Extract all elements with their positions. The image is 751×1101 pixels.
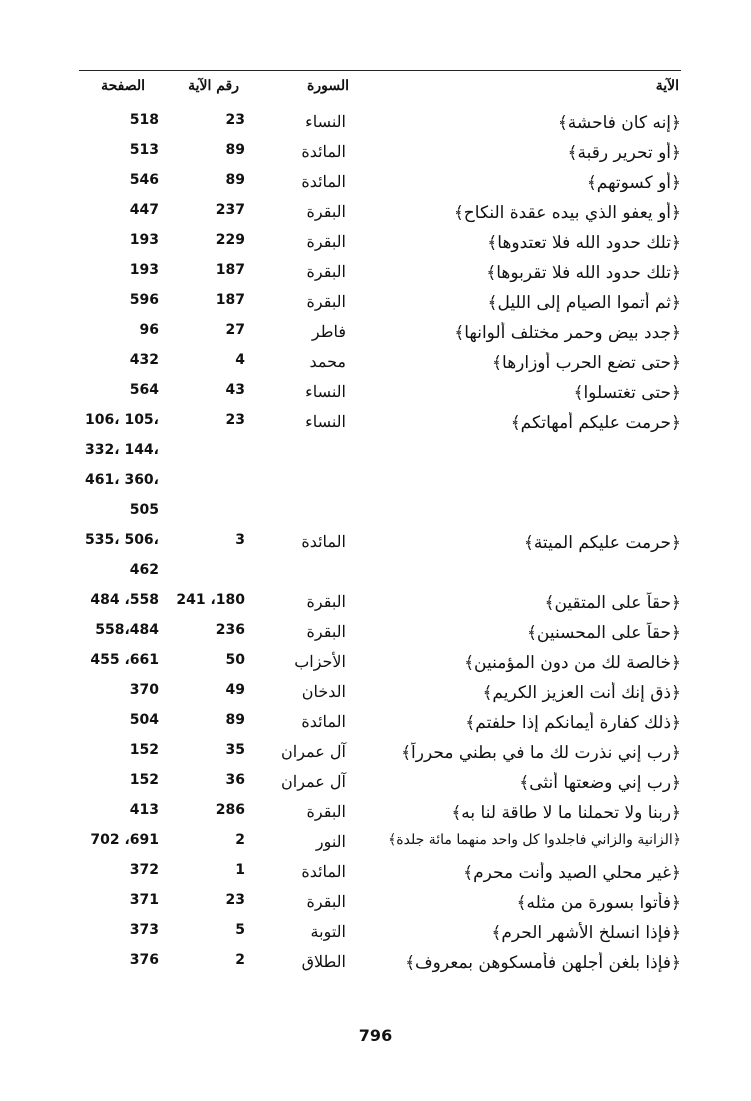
page-cell: 372 — [129, 862, 159, 878]
ayah-number-cell: 3 — [235, 532, 245, 548]
ayah-cell: ﴿حرمت عليكم أمهاتكم﴾ — [510, 413, 681, 433]
surah-cell: النور — [315, 832, 346, 851]
table-row — [79, 290, 681, 320]
surah-cell: البقرة — [306, 592, 346, 611]
surah-cell: البقرة — [306, 202, 346, 221]
page-cell: 596 — [129, 292, 159, 308]
table-row — [79, 920, 681, 950]
ayah-number-cell: 187 — [215, 262, 245, 278]
table-row — [79, 170, 681, 200]
table-row — [79, 230, 681, 260]
page-cell: 564 — [129, 382, 159, 398]
table-row — [79, 620, 681, 650]
table-row — [79, 650, 681, 680]
table-row — [79, 590, 681, 620]
surah-cell: الطلاق — [301, 952, 346, 971]
table-row — [79, 110, 681, 140]
surah-cell: النساء — [305, 412, 346, 431]
surah-cell: النساء — [305, 112, 346, 131]
page-cell: 193 — [129, 262, 159, 278]
table-row — [79, 770, 681, 800]
page-cell: 461، 360، — [85, 472, 159, 488]
table-row — [79, 380, 681, 410]
page-cell: 376 — [129, 952, 159, 968]
surah-cell: البقرة — [306, 802, 346, 821]
ayah-number-cell: 89 — [225, 712, 245, 728]
page-cell: 193 — [129, 232, 159, 248]
page-cell: 702 ،691 — [90, 832, 159, 848]
surah-cell: المائدة — [301, 712, 346, 731]
table-row — [79, 500, 681, 530]
ayah-cell: ﴿تلك حدود الله فلا تعتدوها﴾ — [487, 233, 681, 253]
ayah-number-cell: 286 — [215, 802, 245, 818]
header-page: الصفحة — [101, 78, 145, 94]
ayah-number-cell: 4 — [235, 352, 245, 368]
surah-cell: البقرة — [306, 892, 346, 911]
ayah-number-cell: 89 — [225, 142, 245, 158]
table-row — [79, 470, 681, 500]
table-row — [79, 560, 681, 590]
ayah-number-cell: 23 — [225, 412, 245, 428]
ayah-number-cell: 43 — [225, 382, 245, 398]
ayah-number-cell: 49 — [225, 682, 245, 698]
index-table — [79, 110, 681, 980]
ayah-number-cell: 236 — [215, 622, 245, 638]
header-surah: السورة — [307, 78, 349, 94]
table-row — [79, 200, 681, 230]
page-cell: 505 — [129, 502, 159, 518]
table-row — [79, 800, 681, 830]
ayah-number-cell: 187 — [215, 292, 245, 308]
ayah-cell: ﴿ربنا ولا تحملنا ما لا طاقة لنا به﴾ — [451, 803, 681, 823]
ayah-number-cell: 27 — [225, 322, 245, 338]
ayah-number-cell: 241 ،180 — [176, 592, 245, 608]
page-cell: 332، 144، — [85, 442, 159, 458]
header-ayah-number: رقم الآية — [188, 78, 239, 94]
ayah-number-cell: 2 — [235, 952, 245, 968]
page-cell: 558،484 — [95, 622, 159, 638]
ayah-cell: ﴿إنه كان فاحشة﴾ — [557, 113, 681, 133]
table-row — [79, 440, 681, 470]
ayah-cell: ﴿أو كسوتهم﴾ — [586, 173, 681, 193]
table-row — [79, 740, 681, 770]
page-cell: 513 — [129, 142, 159, 158]
ayah-cell: ﴿رب إني وضعتها أنثى﴾ — [519, 773, 681, 793]
surah-cell: محمد — [309, 352, 346, 371]
table-row — [79, 890, 681, 920]
surah-cell: الأحزاب — [294, 652, 346, 671]
table-row — [79, 860, 681, 890]
page-cell: 432 — [129, 352, 159, 368]
surah-cell: الدخان — [301, 682, 346, 701]
surah-cell: النساء — [305, 382, 346, 401]
surah-cell: البقرة — [306, 622, 346, 641]
page-cell: 96 — [139, 322, 159, 338]
page-cell: 535، 506، — [85, 532, 159, 548]
page-cell: 546 — [129, 172, 159, 188]
page-cell: 447 — [129, 202, 159, 218]
page-cell: 152 — [129, 742, 159, 758]
ayah-number-cell: 1 — [235, 862, 245, 878]
ayah-cell: ﴿رب إني نذرت لك ما في بطني محرراً﴾ — [401, 743, 681, 763]
ayah-cell: ﴿فإذا انسلخ الأشهر الحرم﴾ — [491, 923, 681, 943]
page-cell: 106، 105، — [85, 412, 159, 428]
surah-cell: آل عمران — [281, 772, 346, 791]
ayah-cell: ﴿حتى تضع الحرب أوزارها﴾ — [492, 353, 681, 373]
page-number: 796 — [358, 1026, 393, 1045]
ayah-cell: ﴿حقاً على المتقين﴾ — [544, 593, 681, 613]
page-cell: 462 — [129, 562, 159, 578]
table-row — [79, 260, 681, 290]
page-cell: 152 — [129, 772, 159, 788]
page-cell: 484 ،558 — [90, 592, 159, 608]
table-row — [79, 680, 681, 710]
header-ayah: الآية — [655, 78, 679, 94]
surah-cell: البقرة — [306, 232, 346, 251]
ayah-number-cell: 5 — [235, 922, 245, 938]
table-row — [79, 710, 681, 740]
ayah-number-cell: 237 — [215, 202, 245, 218]
table-row — [79, 950, 681, 980]
page-cell: 371 — [129, 892, 159, 908]
table-row — [79, 410, 681, 440]
page-cell: 373 — [129, 922, 159, 938]
surah-cell: المائدة — [301, 172, 346, 191]
table-row — [79, 140, 681, 170]
ayah-number-cell: 50 — [225, 652, 245, 668]
ayah-cell: ﴿فإذا بلغن أجلهن فأمسكوهن بمعروف﴾ — [405, 953, 681, 973]
ayah-cell: ﴿تلك حدود الله فلا تقربوها﴾ — [486, 263, 681, 283]
page-cell: 370 — [129, 682, 159, 698]
ayah-cell: ﴿ذلك كفارة أيمانكم إذا حلفتم﴾ — [465, 713, 681, 733]
surah-cell: المائدة — [301, 532, 346, 551]
ayah-cell: ﴿خالصة لك من دون المؤمنين﴾ — [464, 653, 681, 673]
ayah-cell: ﴿أو يعفو الذي بيده عقدة النكاح﴾ — [453, 203, 681, 223]
table-row — [79, 530, 681, 560]
surah-cell: المائدة — [301, 862, 346, 881]
page-cell: 455 ،661 — [90, 652, 159, 668]
ayah-number-cell: 89 — [225, 172, 245, 188]
header-rule — [79, 70, 681, 71]
ayah-number-cell: 229 — [215, 232, 245, 248]
page-cell: 504 — [129, 712, 159, 728]
ayah-cell: ﴿حتى تغتسلوا﴾ — [573, 383, 681, 403]
surah-cell: فاطر — [311, 322, 346, 341]
ayah-cell: ﴿ذق إنك أنت العزيز الكريم﴾ — [482, 683, 681, 703]
ayah-number-cell: 36 — [225, 772, 245, 788]
surah-cell: البقرة — [306, 262, 346, 281]
table-header — [79, 74, 681, 102]
ayah-number-cell: 23 — [225, 112, 245, 128]
surah-cell: المائدة — [301, 142, 346, 161]
ayah-number-cell: 2 — [235, 832, 245, 848]
table-row — [79, 830, 681, 860]
ayah-number-cell: 35 — [225, 742, 245, 758]
ayah-cell: ﴿غير محلي الصيد وأنت محرم﴾ — [463, 863, 681, 883]
table-row — [79, 350, 681, 380]
ayah-cell: ﴿فأتوا بسورة من مثله﴾ — [516, 893, 681, 913]
ayah-cell: ﴿حقاً على المحسنين﴾ — [526, 623, 681, 643]
page-cell: 518 — [129, 112, 159, 128]
ayah-cell: ﴿أو تحرير رقبة﴾ — [567, 143, 681, 163]
surah-cell: التوبة — [310, 922, 346, 941]
surah-cell: البقرة — [306, 292, 346, 311]
ayah-number-cell: 23 — [225, 892, 245, 908]
surah-cell: آل عمران — [281, 742, 346, 761]
page-cell: 413 — [129, 802, 159, 818]
ayah-cell: ﴿ثم أتموا الصيام إلى الليل﴾ — [487, 293, 681, 313]
ayah-cell: ﴿جدد بيض وحمر مختلف ألوانها﴾ — [454, 323, 681, 343]
ayah-cell: ﴿الزانية والزاني فاجلدوا كل واحد منهما مائة جلدة﴾ — [388, 832, 681, 848]
ayah-cell: ﴿حرمت عليكم الميتة﴾ — [523, 533, 681, 553]
table-row — [79, 320, 681, 350]
